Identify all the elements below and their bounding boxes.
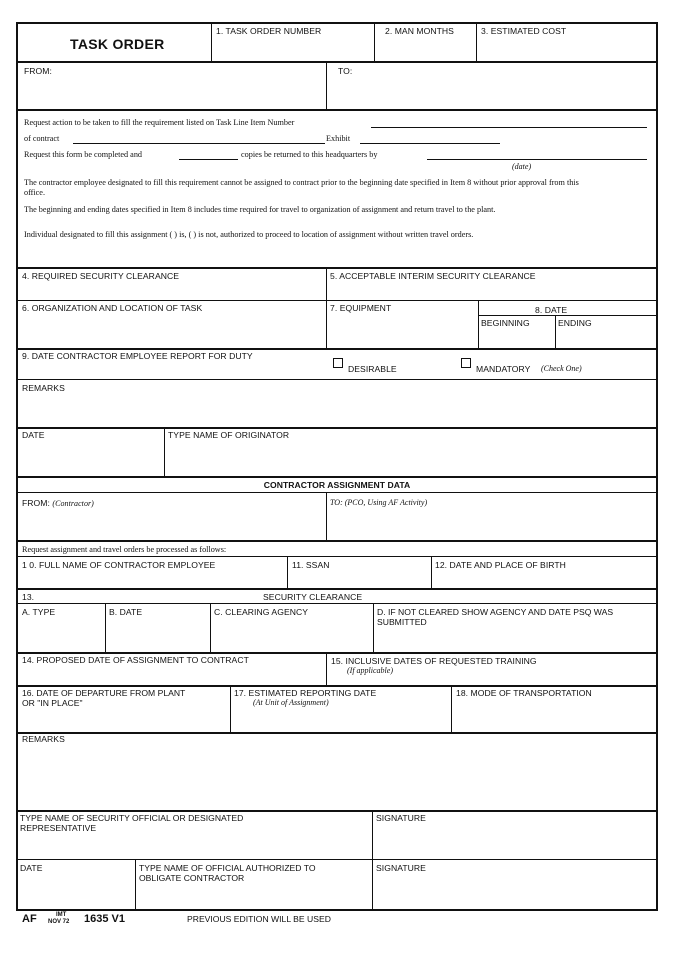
clearing-agency-label: C. CLEARING AGENCY <box>214 607 309 617</box>
remarks-label: REMARKS <box>22 383 65 393</box>
divider <box>17 300 657 301</box>
exhibit-field[interactable] <box>360 143 500 144</box>
form-date-label: NOV 72 <box>48 919 70 925</box>
assignment-remarks-label: REMARKS <box>22 734 65 744</box>
request-line-3a: Request this form be completed and <box>24 150 143 159</box>
divider <box>326 653 327 685</box>
required-security-clearance-field[interactable] <box>18 282 324 300</box>
ending-label: ENDING <box>558 318 592 328</box>
form-number: 1635 V1 <box>84 913 125 925</box>
divider <box>326 268 327 301</box>
date-label: 8. DATE <box>535 305 568 315</box>
not-cleared-label: D. IF NOT CLEARED SHOW AGENCY AND DATE PSQ WAS SUBMITTED <box>377 607 614 627</box>
divider <box>555 315 556 348</box>
divider <box>17 476 657 478</box>
clearance-type-field[interactable] <box>18 619 103 651</box>
clearing-agency-field[interactable] <box>212 619 371 651</box>
authorized-signature-field[interactable] <box>374 875 656 908</box>
organization-location-field[interactable] <box>18 315 324 347</box>
training-dates-field[interactable] <box>328 677 656 684</box>
form-af-label: AF <box>22 913 37 925</box>
birth-date-place-field[interactable] <box>433 571 656 587</box>
divider <box>230 686 231 732</box>
employee-name-field[interactable] <box>18 571 285 587</box>
man-months-label: 2. MAN MONTHS <box>385 26 454 36</box>
estimated-cost-field[interactable] <box>477 38 656 60</box>
final-date-field[interactable] <box>18 875 133 908</box>
divider <box>372 811 373 910</box>
transportation-mode-field[interactable] <box>453 700 656 731</box>
equipment-label: 7. EQUIPMENT <box>330 303 392 313</box>
to-pco-label: TO: (PCO, Using AF Activity) <box>330 498 428 507</box>
desirable-checkbox[interactable] <box>333 358 343 368</box>
task-order-number-label: 1. TASK ORDER NUMBER <box>216 26 322 36</box>
request-note: Request assignment and travel orders be processed as follows: <box>22 545 227 554</box>
desirable-label: DESIRABLE <box>348 364 397 374</box>
man-months-field[interactable] <box>375 38 475 60</box>
divider <box>17 427 657 429</box>
ssan-label: 11. SSAN <box>292 560 330 570</box>
date-label-originator: DATE <box>22 430 45 440</box>
from-label: FROM: <box>24 66 52 76</box>
mandatory-checkbox[interactable] <box>461 358 471 368</box>
from-field[interactable] <box>18 78 324 108</box>
divider <box>135 860 136 910</box>
divider <box>17 267 657 269</box>
divider <box>326 301 327 348</box>
signature-label-2: SIGNATURE <box>376 863 426 873</box>
proposed-assignment-date-label: 14. PROPOSED DATE OF ASSIGNMENT TO CONTRACT <box>22 655 249 665</box>
reporting-date-label: 17. ESTIMATED REPORTING DATE <box>234 688 377 698</box>
birth-date-place-label: 12. DATE AND PLACE OF BIRTH <box>435 560 566 570</box>
divider <box>17 109 657 111</box>
beginning-date-field[interactable] <box>480 329 553 347</box>
divider <box>17 810 657 812</box>
divider <box>17 732 657 734</box>
estimated-cost-label: 3. ESTIMATED COST <box>481 26 567 36</box>
divider <box>431 557 432 588</box>
clearance-date-field[interactable] <box>107 619 208 651</box>
exhibit-label: Exhibit <box>326 134 351 143</box>
reporting-date-hint: (At Unit of Assignment) <box>253 698 329 707</box>
contractor-hint: (Contractor) <box>52 499 94 508</box>
organization-location-label: 6. ORGANIZATION AND LOCATION OF TASK <box>22 303 203 313</box>
divider <box>210 604 211 652</box>
transportation-mode-label: 18. MODE OF TRANSPORTATION <box>456 688 592 698</box>
reporting-date-field[interactable] <box>232 710 449 731</box>
originator-label: TYPE NAME OF ORIGINATOR <box>168 430 290 440</box>
task-order-number-field[interactable] <box>212 38 373 60</box>
divider <box>17 685 657 687</box>
security-clearance-header: SECURITY CLEARANCE <box>263 592 363 602</box>
form-imt-label: IMT <box>56 912 67 918</box>
form-title: TASK ORDER <box>70 36 165 52</box>
to-pco-field[interactable] <box>328 510 656 540</box>
request-line-3b: copies be returned to this headquarters by <box>241 150 378 159</box>
paragraph-2: The beginning and ending dates specified in Item 8 includes time required for travel to organization of assignment and return travel to the plant. <box>24 205 496 214</box>
psq-agency-date-field[interactable] <box>375 630 656 651</box>
divider <box>478 301 479 348</box>
divider <box>451 686 452 732</box>
to-field[interactable] <box>328 78 656 108</box>
training-hint: (If applicable) <box>347 666 393 675</box>
divider <box>17 379 657 380</box>
divider <box>105 604 106 652</box>
authorized-official-label: TYPE NAME OF OFFICIAL AUTHORIZED TO OBLIGATE CONTRACTOR <box>139 863 316 883</box>
divider <box>17 348 657 350</box>
mandatory-label: MANDATORY <box>476 364 531 374</box>
contractor-from-field[interactable] <box>18 510 324 540</box>
security-signature-field[interactable] <box>374 825 656 858</box>
originator-name-field[interactable] <box>166 442 656 474</box>
authorized-official-field[interactable] <box>137 885 370 908</box>
training-dates-label: 15. INCLUSIVE DATES OF REQUESTED TRAINING <box>331 656 537 666</box>
security-official-field[interactable] <box>18 836 370 858</box>
beginning-label: BEGINNING <box>481 318 530 328</box>
divider <box>164 428 165 476</box>
contract-label: of contract <box>24 134 60 143</box>
divider <box>326 493 327 540</box>
ssan-field[interactable] <box>289 571 429 587</box>
assignment-remarks-field[interactable] <box>18 746 656 808</box>
report-for-duty-label: 9. DATE CONTRACTOR EMPLOYEE REPORT FOR DUTY <box>22 351 253 361</box>
divider <box>17 603 657 604</box>
divider <box>17 540 657 542</box>
signature-label: SIGNATURE <box>376 813 426 823</box>
date-hint: (date) <box>512 162 532 171</box>
final-date-label: DATE <box>20 863 43 873</box>
to-label: TO: <box>338 66 353 76</box>
divider <box>326 62 327 109</box>
previous-edition-note: PREVIOUS EDITION WILL BE USED <box>187 914 331 924</box>
divider <box>287 557 288 588</box>
security-official-label: TYPE NAME OF SECURITY OFFICIAL OR DESIGNATED REPRESENTATIVE <box>20 813 244 833</box>
divider <box>17 556 657 557</box>
divider <box>17 61 657 63</box>
divider <box>17 652 657 654</box>
interim-security-clearance-label: 5. ACCEPTABLE INTERIM SECURITY CLEARANCE <box>330 271 536 281</box>
assignment-header: CONTRACTOR ASSIGNMENT DATA <box>263 480 411 490</box>
clearance-date-label: B. DATE <box>109 607 143 617</box>
divider <box>17 859 657 860</box>
proposed-assignment-date-field[interactable] <box>18 667 324 684</box>
originator-date-field[interactable] <box>18 442 162 474</box>
check-one-hint: (Check One) <box>541 364 582 373</box>
departure-date-label: 16. DATE OF DEPARTURE FROM PLANT OR "IN PLACE" <box>22 688 186 708</box>
clearance-type-label: A. TYPE <box>22 607 56 617</box>
departure-date-field[interactable] <box>18 710 228 731</box>
item-13-label: 13. <box>22 592 35 602</box>
employee-name-label: 1 0. FULL NAME OF CONTRACTOR EMPLOYEE <box>22 560 216 570</box>
contract-field[interactable] <box>73 143 325 144</box>
ending-date-field[interactable] <box>557 329 656 347</box>
task-line-item-number-field[interactable] <box>371 127 647 128</box>
divider <box>478 315 657 316</box>
request-line-1: Request action to be taken to fill the requirement listed on Task Line Item Number <box>24 118 295 127</box>
divider <box>17 588 657 590</box>
required-security-clearance-label: 4. REQUIRED SECURITY CLEARANCE <box>22 271 180 281</box>
divider <box>17 492 657 493</box>
copies-field[interactable] <box>179 159 238 160</box>
remarks-field[interactable] <box>18 395 656 425</box>
return-date-field[interactable] <box>427 159 647 160</box>
equipment-field[interactable] <box>328 315 476 347</box>
contractor-from-label: FROM: (Contractor) <box>22 498 94 508</box>
interim-security-clearance-field[interactable] <box>328 282 656 300</box>
paragraph-1: The contractor employee designated to fill this requirement cannot be assigned to contract prior to the beginning date specified in Item 8 without prior approval from this office. <box>24 178 579 197</box>
paragraph-3: Individual designated to fill this assignment ( ) is, ( ) is not, authorized to proceed to location of assignment without written travel orders. <box>24 230 474 239</box>
